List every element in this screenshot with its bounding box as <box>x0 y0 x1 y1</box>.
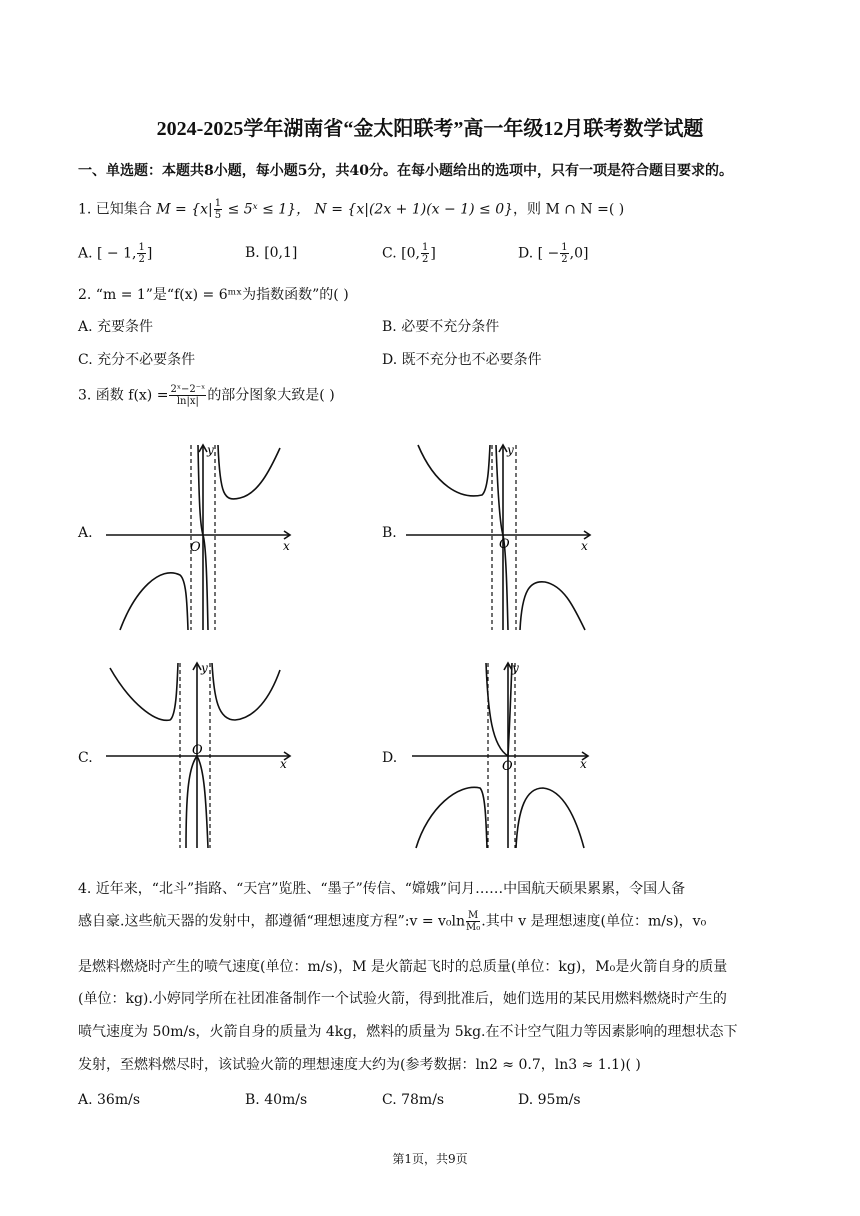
q4-line-2-pre: 感自豪.这些航天器的发射中，都遵循“理想速度方程”:v = v₀ln <box>78 913 466 930</box>
q1-c-post: ] <box>430 245 436 262</box>
q4-option-d[interactable]: D. 95m/s <box>518 1092 581 1108</box>
q1-frac-den: 5 <box>214 210 222 221</box>
q1-m-tail: ≤ 5ˣ ≤ 1}， <box>223 201 311 218</box>
q4-option-c[interactable]: C. 78m/s <box>382 1092 445 1108</box>
q3-a-origin: O <box>190 540 201 555</box>
q3-d-x-label: x <box>580 757 587 771</box>
q3-b-origin: O <box>499 537 510 552</box>
page-footer: 第1页，共9页 <box>392 1152 468 1166</box>
q1-m-set: M = {x| <box>156 201 213 218</box>
q4-frac-num: M <box>468 910 479 921</box>
q3-option-d-label[interactable]: D. <box>382 750 398 766</box>
q1-d-post: ,0] <box>569 245 589 262</box>
q4-frac-den: M₀ <box>466 922 481 933</box>
q1-option-d[interactable] <box>518 242 588 265</box>
q4-line-3: 是燃料燃烧时产生的喷气速度(单位：m/s)，M 是火箭起飞时的总质量(单位：kg)，M₀是火箭自身的质量 <box>78 959 728 975</box>
q1-d-frac <box>560 242 568 265</box>
q3-frac-den: ln|x| <box>176 396 199 407</box>
q4-fraction <box>466 910 480 933</box>
q1-c-den: 2 <box>421 254 429 265</box>
q3-c-origin: O <box>192 743 203 758</box>
q4-line-6: 发射，至燃料燃尽时，该试验火箭的理想速度大约为(参考数据：ln2 ≈ 0.7，ln3 ≈ 1.1)( ) <box>78 1057 641 1073</box>
q3-option-b-label[interactable]: B. <box>382 525 397 541</box>
q3-option-c-label[interactable]: C. <box>78 750 93 766</box>
q3-frac-num: 2ˣ−2⁻ˣ <box>170 384 206 395</box>
q1-frac-num: 1 <box>214 198 222 209</box>
q2-option-b[interactable]: B. 必要不充分条件 <box>382 319 500 335</box>
q3-c-y-label: y <box>201 661 208 675</box>
q1-d-pre: D. [ − <box>518 245 560 262</box>
question-1-stem <box>78 198 624 221</box>
q3-b-y-label: y <box>507 443 514 457</box>
q3-graph-c[interactable] <box>100 658 300 853</box>
q1-d-num: 1 <box>561 242 568 253</box>
q4-line-2 <box>78 910 706 933</box>
q1-a-num: 1 <box>138 242 145 253</box>
q3-option-a-label[interactable]: A. <box>78 525 93 541</box>
q1-fraction <box>214 198 222 221</box>
q4-line-2-post: .其中 v 是理想速度(单位：m/s)，v₀ <box>481 913 707 930</box>
q3-b-x-label: x <box>581 539 588 553</box>
q2-option-a[interactable]: A. 充要条件 <box>78 319 154 335</box>
question-3-stem <box>78 384 335 407</box>
q2-option-d[interactable]: D. 既不充分也不必要条件 <box>382 352 542 368</box>
q1-d-den: 2 <box>561 254 568 265</box>
q3-fraction <box>169 384 206 407</box>
q1-option-a[interactable] <box>78 242 152 265</box>
question-2-stem: 2. “m = 1”是“f(x) = 6ᵐˣ为指数函数”的( ) <box>78 287 349 303</box>
q1-a-post: ] <box>146 245 153 262</box>
q1-a-pre: A. [ − 1, <box>78 245 137 262</box>
section-heading: 一、单选题：本题共8小题，每小题5分，共40分。在每小题给出的选项中，只有一项是符合题目要求的。 <box>78 163 733 179</box>
q3-c-x-label: x <box>280 757 287 771</box>
q1-ask: ，则 M ∩ N =( ) <box>513 201 625 218</box>
q1-option-b[interactable]: B. [0,1] <box>245 245 298 261</box>
q4-line-4: (单位：kg).小婷同学所在社团准备制作一个试验火箭，得到批准后，她们选用的某民用燃料燃烧时产生的 <box>78 991 727 1007</box>
q1-c-num: 1 <box>421 242 429 253</box>
page-title: 2024-2025学年湖南省“金太阳联考”高一年级12月联考数学试题 <box>156 118 704 140</box>
q3-d-y-label: y <box>512 661 519 675</box>
q4-option-a[interactable]: A. 36m/s <box>78 1092 141 1108</box>
q3-a-x-label: x <box>283 539 290 553</box>
q1-a-frac <box>137 242 145 265</box>
q3-graph-d[interactable] <box>408 658 598 853</box>
q4-option-b[interactable]: B. 40m/s <box>245 1092 308 1108</box>
q3-graph-a[interactable] <box>100 440 300 635</box>
q4-line-5: 喷气速度为 50m/s，火箭自身的质量为 4kg，燃料的质量为 5kg.在不计空气阻力等因素影响的理想状态下 <box>78 1024 738 1040</box>
q1-prefix: 1. 已知集合 <box>78 201 152 218</box>
q4-line-1: 4. 近年来，“北斗”指路、“天宫”览胜、“墨子”传信、“嫦娥”问月……中国航天硕果累累，令国人备 <box>78 881 686 897</box>
q3-a-y-label: y <box>207 443 214 457</box>
q1-option-c[interactable] <box>382 242 436 265</box>
q3-graph-b[interactable] <box>400 440 600 635</box>
q3-prefix: 3. 函数 f(x) = <box>78 387 169 404</box>
q1-a-den: 2 <box>138 254 145 265</box>
q1-c-frac <box>421 242 429 265</box>
q3-d-origin: O <box>502 759 513 774</box>
q2-option-c[interactable]: C. 充分不必要条件 <box>78 352 196 368</box>
q3-suffix: 的部分图象大致是( ) <box>207 387 335 404</box>
q1-n-set: N = {x|(2x + 1)(x − 1) ≤ 0} <box>314 201 514 218</box>
q1-c-pre: C. [0, <box>382 245 420 262</box>
